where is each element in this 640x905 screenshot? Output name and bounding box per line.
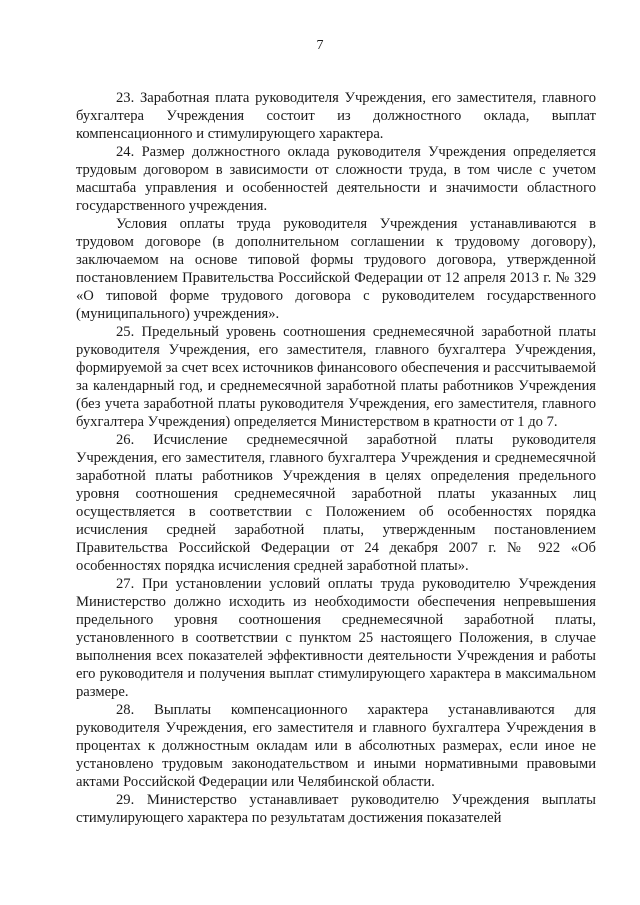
paragraph-23: 23. Заработная плата руководителя Учреждения, его заместителя, главного бухгалтера Учреждения состоит из должностного оклада, выплат компенсационного и стимулирующего характера.: [76, 90, 596, 142]
paragraph-28: 28. Выплаты компенсационного характера устанавливаются для руководителя Учреждения, его заместителя и главного бухгалтера Учреждения в процентах к должностным окладам или в абсолютных размерах, если иное не установлено трудовым законодательством и иными нормативными правовыми актами Российской Федерации или Челябинской области.: [76, 702, 596, 790]
page-number: 7: [316, 38, 324, 53]
paragraph-26: 26. Исчисление среднемесячной заработной платы руководителя Учреждения, его заместителя, главного бухгалтера Учреждения и среднемесячной заработной платы работников Учреждения в целях определения предельного уровня соотношения среднемесячной заработной платы указанных лиц осуществляется в соответствии с Положением об особенностях порядка исчисления средней заработной платы, утвержденным постановлением Правительства Российской Федерации от 24 декабря 2007 г. № 922 «Об особенностях порядка исчисления средней заработной платы».: [76, 432, 596, 574]
paragraph-27: 27. При установлении условий оплаты труда руководителю Учреждения Министерство должно исходить из необходимости обеспечения непревышения предельного уровня соотношения среднемесячной заработной платы, установленного в соответствии с пунктом 25 настоящего Положения, в случае выполнения всех показателей эффективности деятельности Учреждения и работы его руководителя и получения выплат стимулирующего характера в максимальном размере.: [76, 576, 596, 700]
paragraph-24-conditions: Условия оплаты труда руководителя Учреждения устанавливаются в трудовом договоре (в дополнительном соглашении к трудовому договору), заключаемом на основе типовой формы трудового договора, утвержденной постановлением Правительства Российской Федерации от 12 апреля 2013 г. № 329 «О типовой форме трудового договора с руководителем государственного (муниципального) учреждения».: [76, 216, 596, 322]
paragraph-24: 24. Размер должностного оклада руководителя Учреждения определяется трудовым договором в зависимости от сложности труда, в том числе с учетом масштаба управления и особенностей деятельности и значимости областного государственного учреждения.: [76, 144, 596, 214]
document-body: [76, 89, 596, 827]
paragraph-29: 29. Министерство устанавливает руководителю Учреждения выплаты стимулирующего характера по результатам достижения показателей: [76, 792, 596, 826]
paragraph-25: 25. Предельный уровень соотношения среднемесячной заработной платы руководителя Учреждения, его заместителя, главного бухгалтера Учреждения, формируемой за счет всех источников финансового обеспечения и рассчитываемой за календарный год, и среднемесячной заработной платы работников Учреждения (без учета заработной платы руководителя Учреждения, его заместителя, главного бухгалтера Учреждения) определяется Министерством в кратности от 1 до 7.: [76, 324, 596, 430]
